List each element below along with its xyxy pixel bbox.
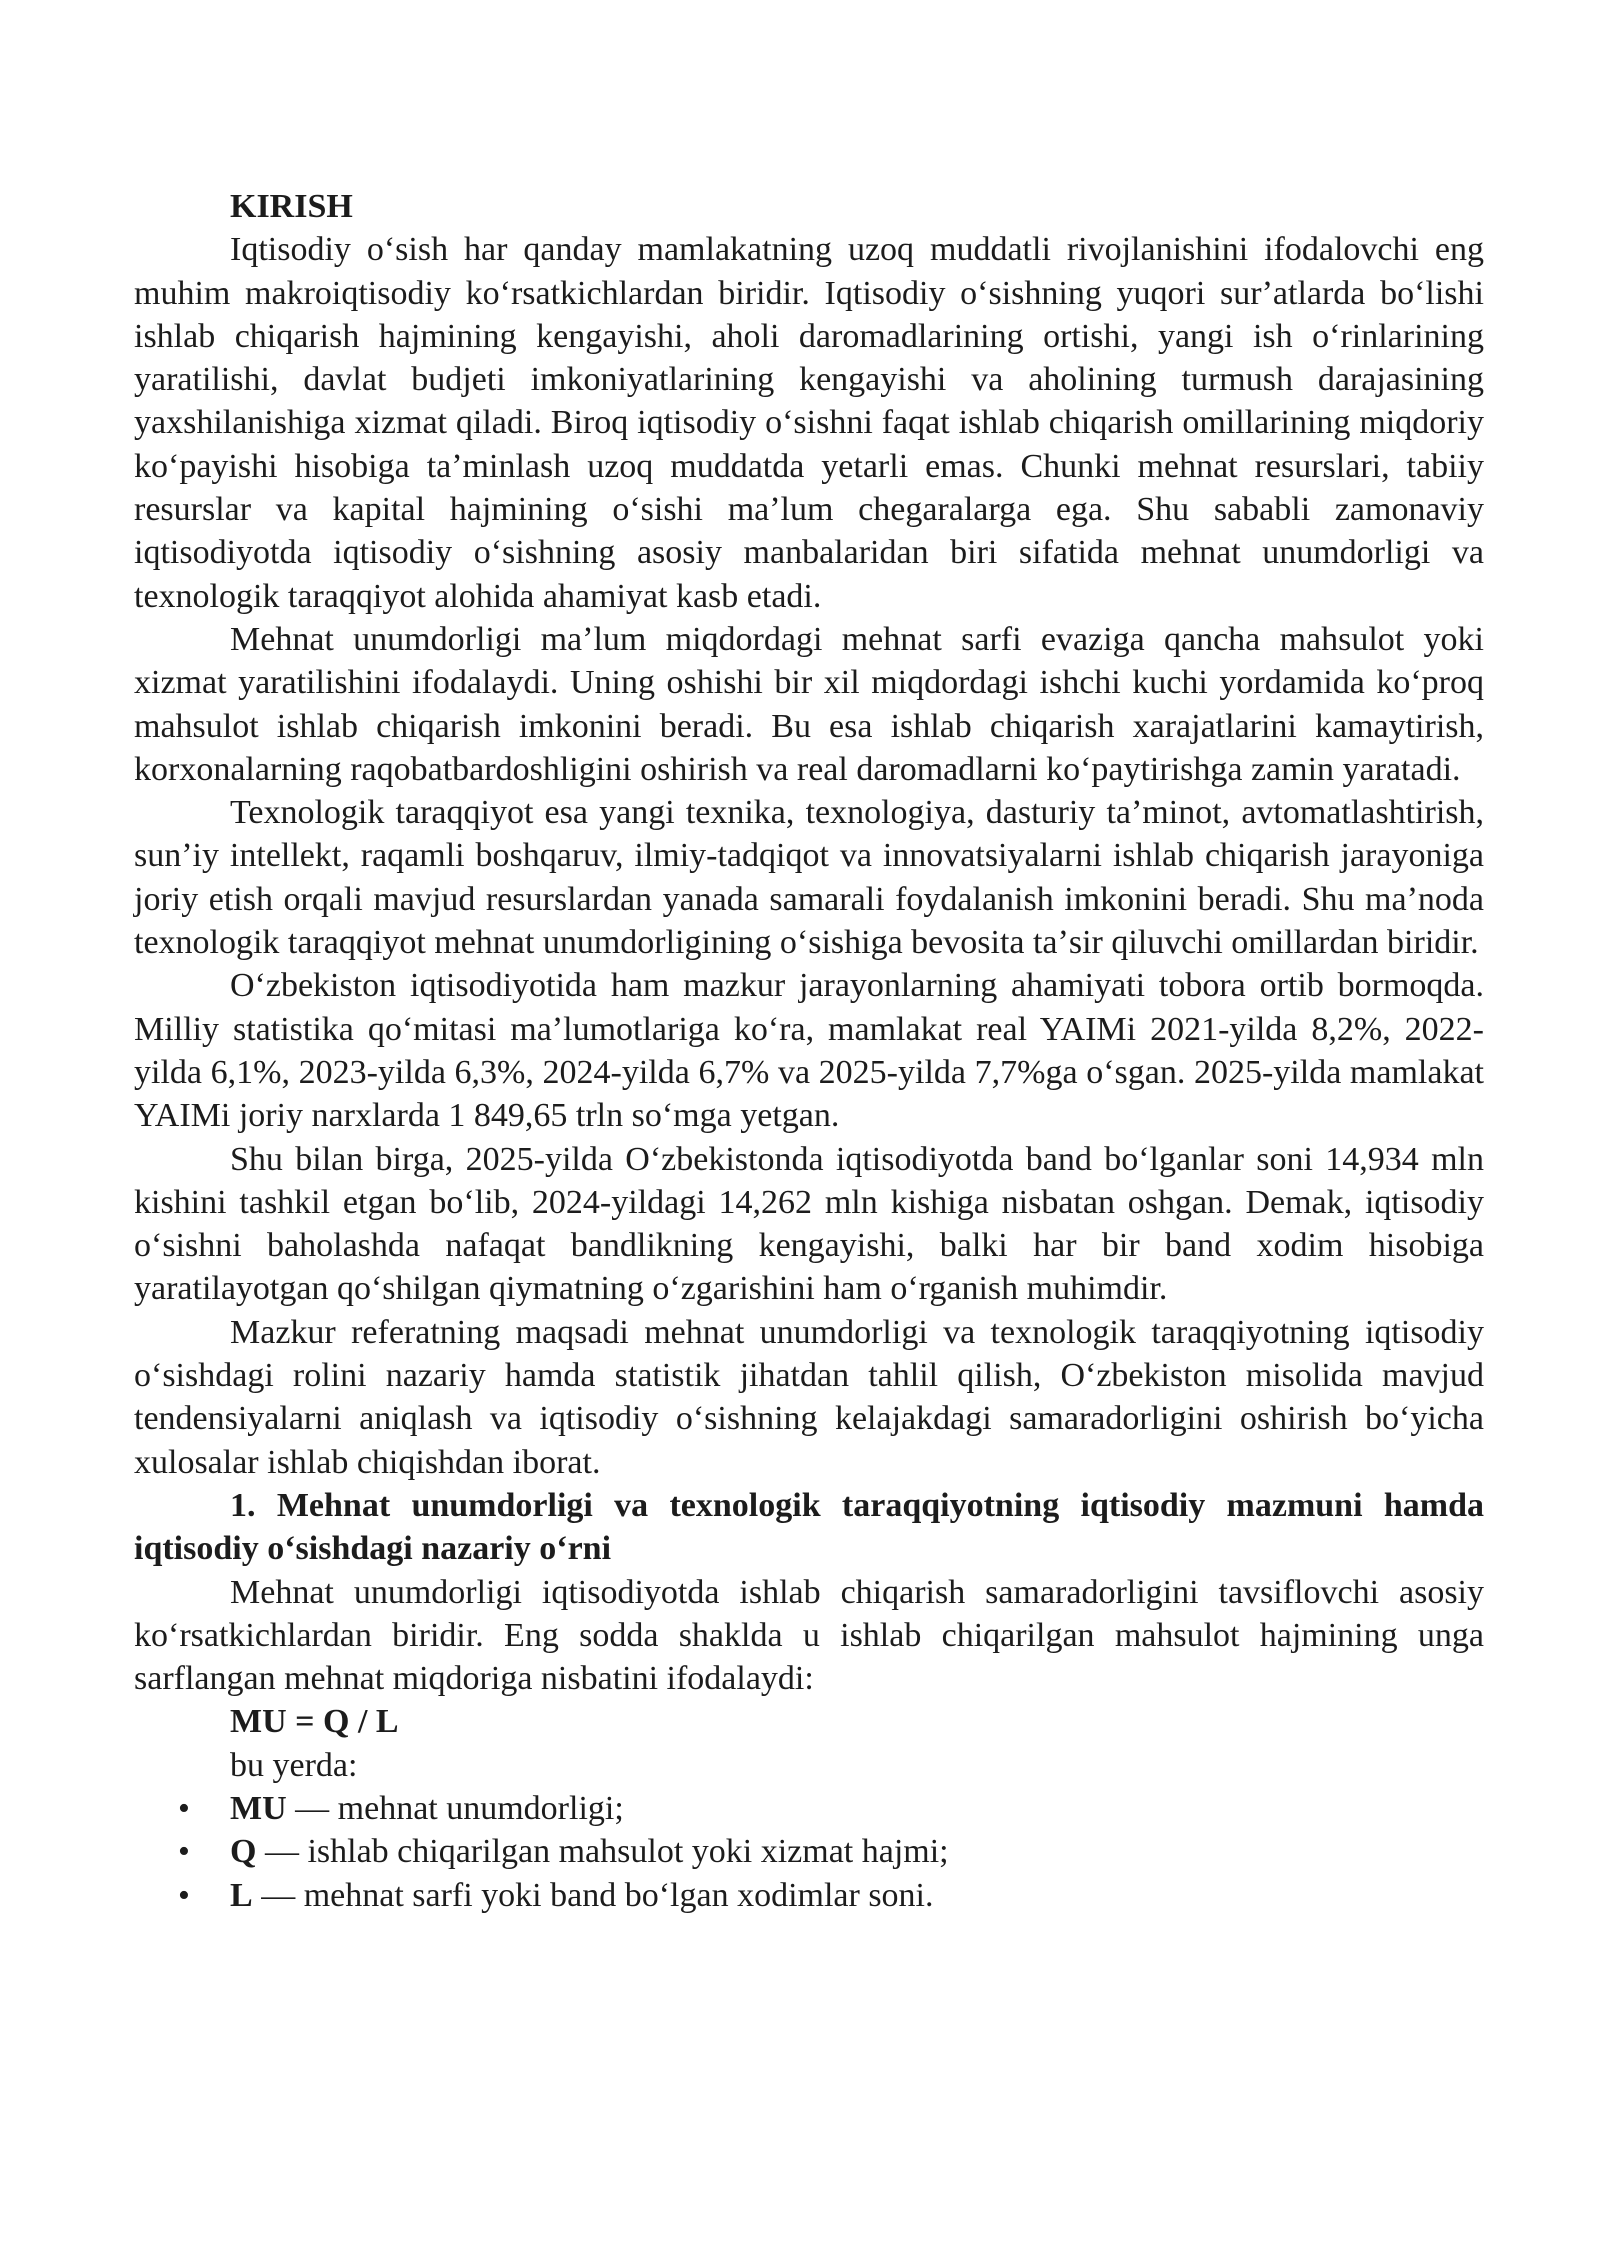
- section-heading-kirish: KIRISH: [230, 188, 353, 225]
- bullet-icon: •: [178, 1876, 190, 1914]
- definition-term: Q: [230, 1833, 257, 1871]
- definition-text: — mehnat unumdorligi;: [286, 1789, 624, 1827]
- definition-text: — ishlab chiqarilgan mahsulot yoki xizmat hajmi;: [256, 1833, 949, 1871]
- paragraph-intro-5: Shu bilan birga, 2025-yilda Oʻzbekistonda iqtisodiyotda band boʻlganlar soni 14,934 mln kishini tashkil etgan boʻlib, 2024-yildagi 14,262 mln kishiga nisbatan oshgan. Demak, iqtisodiy oʻsishni baholashda nafaqat bandlikning kengayishi, balki har bir band xodim hisobiga yaratilayotgan qoʻshilgan qiymatning oʻzgarishini ham oʻrganish muhimdir.: [134, 1140, 1484, 1308]
- paragraph-section1: Mehnat unumdorligi iqtisodiyotda ishlab chiqarish samaradorligini tavsiflovchi asosiy koʻrsatkichlardan biridir. Eng sodda shaklda u ishlab chiqarilgan mahsulot hajmining unga sarflangan mehnat miqdoriga nisbatini ifodalaydi:: [134, 1573, 1484, 1698]
- document-page: [134, 185, 1484, 1917]
- definition-item-mu: [134, 1787, 1484, 1830]
- where-label: bu yerda:: [230, 1746, 358, 1784]
- definition-term: L: [230, 1876, 253, 1914]
- paragraph-intro-3: Texnologik taraqqiyot esa yangi texnika, texnologiya, dasturiy taʼminot, avtomatlashtirish, sunʼiy intellekt, raqamli boshqaruv, ilmiy-tadqiqot va innovatsiyalarni ishlab chiqarish jarayoniga joriy etish orqali mavjud resurslardan yanada samarali foydalanish imkonini beradi. Shu maʼnoda texnologik taraqqiyot mehnat unumdorligining oʻsishiga bevosita taʼsir qiluvchi omillardan biridir.: [134, 794, 1484, 962]
- definition-item-l: [134, 1874, 1484, 1917]
- definition-text: — mehnat sarfi yoki band boʻlgan xodimlar soni.: [252, 1876, 934, 1914]
- definition-item-q: [134, 1830, 1484, 1873]
- paragraph-intro-4: Oʻzbekiston iqtisodiyotida ham mazkur jarayonlarning ahamiyati tobora ortib bormoqda. Milliy statistika qoʻmitasi maʼlumotlariga koʻra, mamlakat real YAIMi 2021-yilda 8,2%, 2022-yilda 6,1%, 2023-yilda 6,3%, 2024-yilda 6,7% va 2025-yilda 7,7%ga oʻsgan. 2025-yilda mamlakat YAIMi joriy narxlarda 1 849,65 trln soʻmga yetgan.: [134, 967, 1484, 1135]
- definition-list: [134, 1787, 1484, 1917]
- paragraph-intro-1: Iqtisodiy oʻsish har qanday mamlakatning uzoq muddatli rivojlanishini ifodalovchi eng muhim makroiqtisodiy koʻrsatkichlardan biridir. Iqtisodiy oʻsishning yuqori surʼatlarda boʻlishi ishlab chiqarish hajmining kengayishi, aholi daromadlarining ortishi, yangi ish oʻrinlarining yaratilishi, davlat budjeti imkoniyatlarining kengayishi va aholining turmush darajasining yaxshilanishiga xizmat qiladi. Biroq iqtisodiy oʻsishni faqat ishlab chiqarish omillarining miqdoriy koʻpayishi hisobiga taʼminlash uzoq muddatda yetarli emas. Chunki mehnat resurslari, tabiiy resurslar va kapital hajmining oʻsishi maʼlum chegaralarga ega. Shu sababli zamonaviy iqtisodiyotda iqtisodiy oʻsishning asosiy manbalaridan biri sifatida mehnat unumdorligi va texnologik taraqqiyot alohida ahamiyat kasb etadi.: [134, 231, 1484, 615]
- formula: MU = Q / L: [230, 1703, 399, 1741]
- bullet-icon: •: [178, 1789, 190, 1827]
- paragraph-intro-6: Mazkur referatning maqsadi mehnat unumdorligi va texnologik taraqqiyotning iqtisodiy oʻsishdagi rolini nazariy hamda statistik jihatdan tahlil qilish, Oʻzbekiston misolida mavjud tendensiyalarni aniqlash va iqtisodiy oʻsishning kelajakdagi samaradorligini oshirish boʻyicha xulosalar ishlab chiqishdan iborat.: [134, 1313, 1484, 1481]
- bullet-icon: •: [178, 1833, 190, 1871]
- definition-term: MU: [230, 1789, 287, 1827]
- paragraph-intro-2: Mehnat unumdorligi maʼlum miqdordagi mehnat sarfi evaziga qancha mahsulot yoki xizmat yaratilishini ifodalaydi. Uning oshishi bir xil miqdordagi ishchi kuchi yordamida koʻproq mahsulot ishlab chiqarish imkonini beradi. Bu esa ishlab chiqarish xarajatlarini kamaytirish, korxonalarning raqobatbardoshligini oshirish va real daromadlarni koʻpaytirishga zamin yaratadi.: [134, 620, 1484, 788]
- section-heading-1: 1. Mehnat unumdorligi va texnologik taraqqiyotning iqtisodiy mazmuni hamda iqtisodiy oʻsishdagi nazariy oʻrni: [134, 1486, 1484, 1568]
